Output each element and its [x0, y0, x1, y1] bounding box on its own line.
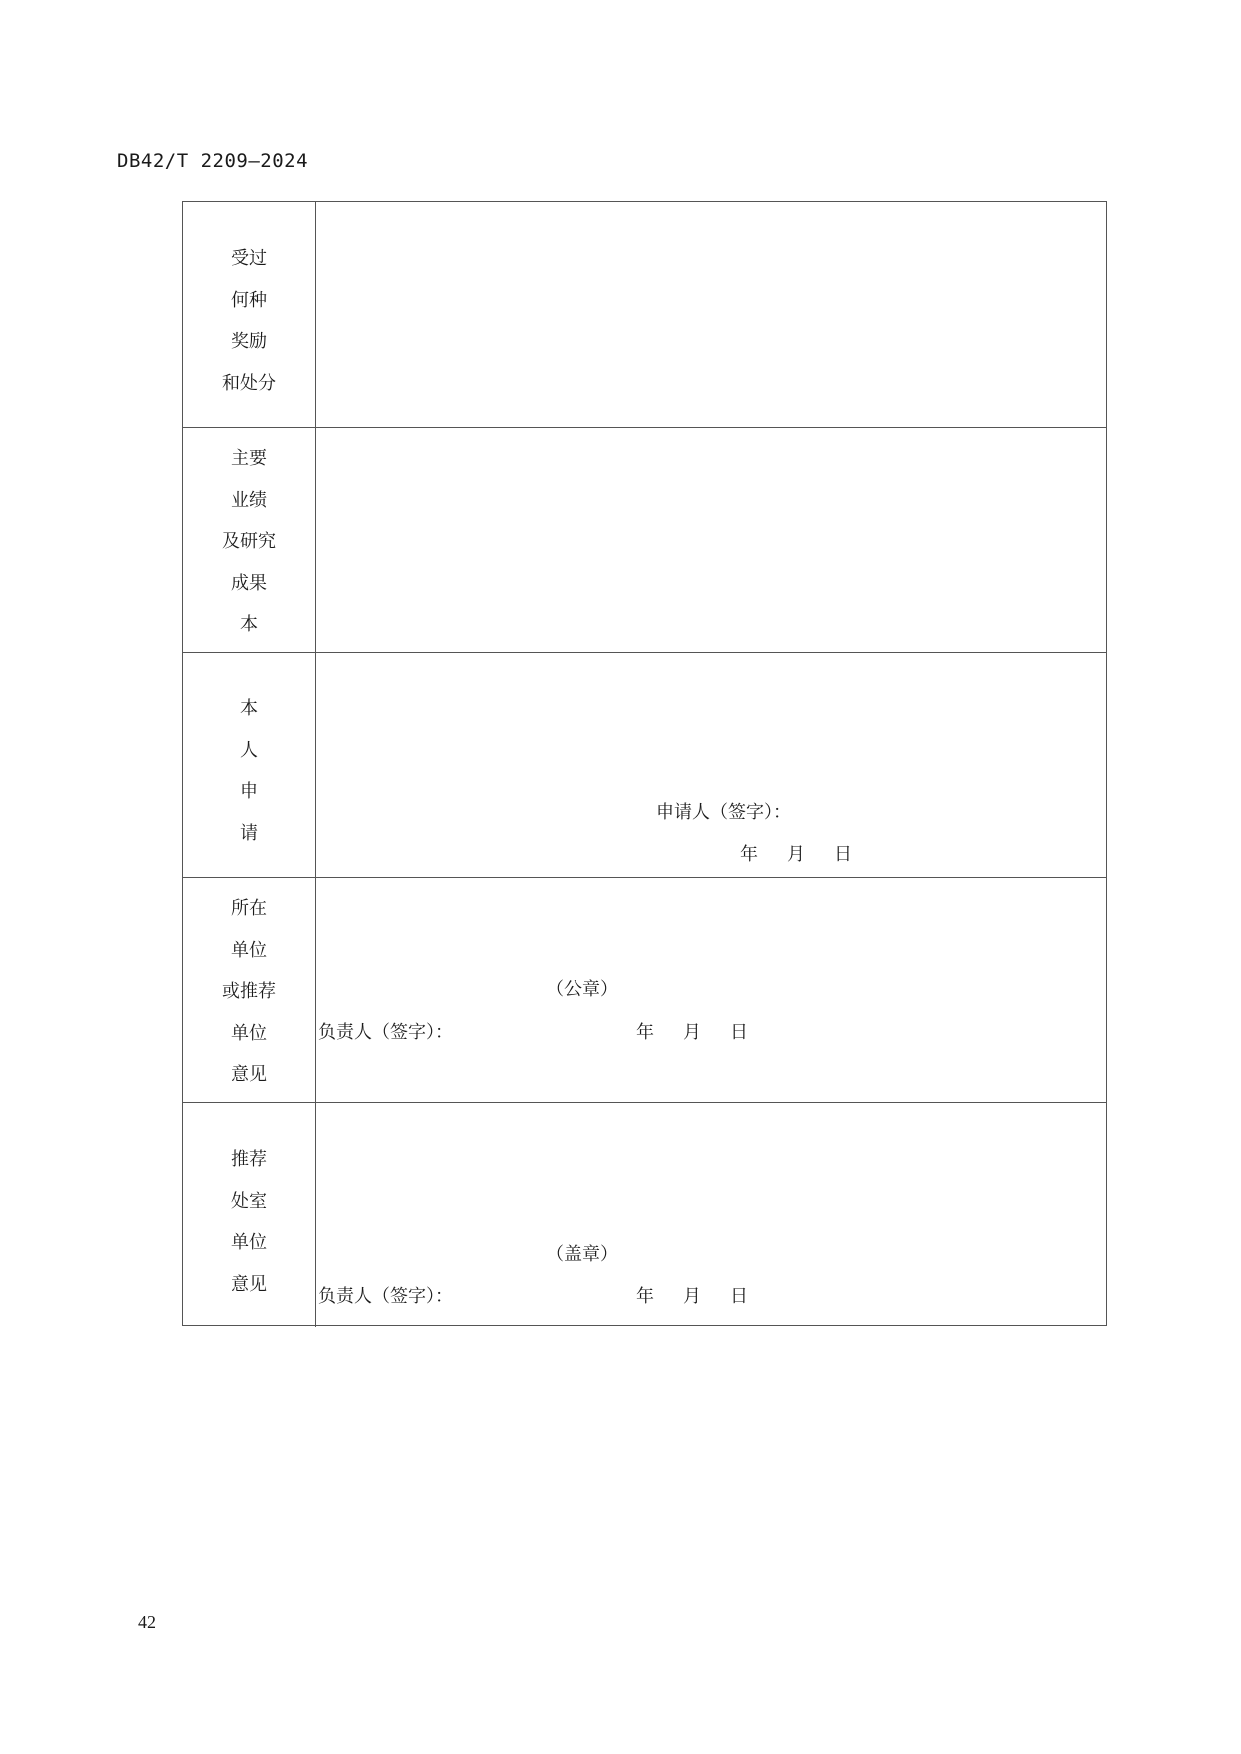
- department-opinion-label-line: 推荐: [231, 1149, 267, 1170]
- date-day-label: 日: [834, 844, 852, 865]
- achievements-label-line: 主要: [231, 448, 267, 469]
- awards-content-field[interactable]: [316, 202, 1106, 427]
- achievements-label-line: 成果: [231, 572, 267, 594]
- application-form-table: [182, 201, 1107, 1326]
- awards-label-line: 何种: [231, 289, 267, 311]
- awards-label-cell: [183, 202, 316, 427]
- personal-application-label-line: 请: [240, 822, 258, 844]
- unit-opinion-label-line: 意见: [231, 1064, 267, 1085]
- responsible-person-signature-label: 负责人（签字）：: [318, 1022, 453, 1043]
- official-seal-label: （公章）: [546, 979, 618, 1000]
- unit-opinion-label-cell: [183, 878, 316, 1102]
- department-opinion-label-cell: [183, 1103, 316, 1327]
- personal-application-label-line: 本: [240, 698, 258, 719]
- personal-application-content-field[interactable]: [316, 653, 1106, 877]
- personal-application-label-cell: [183, 653, 316, 877]
- date-month-label: 月: [683, 1022, 701, 1043]
- achievements-content-field[interactable]: [316, 428, 1106, 652]
- department-opinion-row: [183, 1102, 1106, 1327]
- date-month-label: 月: [683, 1286, 701, 1307]
- date-year-label: 年: [636, 1022, 654, 1043]
- department-opinion-label-line: 单位: [231, 1232, 267, 1253]
- achievements-row: [183, 427, 1106, 652]
- personal-application-row: [183, 652, 1106, 877]
- date-month-label: 月: [787, 844, 805, 865]
- achievements-label-line: 业绩: [231, 489, 267, 511]
- page-number: 42: [138, 1612, 156, 1632]
- awards-label-line: 奖励: [231, 331, 267, 352]
- stamp-label: （盖章）: [546, 1244, 618, 1265]
- date-day-label: 日: [730, 1022, 748, 1043]
- document-id: DB42/T 2209—2024: [117, 150, 309, 172]
- achievements-label-cell: [183, 428, 316, 652]
- awards-label-line: 受过: [231, 248, 267, 269]
- date-year-label: 年: [636, 1286, 654, 1307]
- achievements-label-line: 及研究: [222, 531, 276, 552]
- unit-opinion-row: [183, 877, 1106, 1102]
- unit-opinion-label-line: 单位: [231, 1022, 267, 1044]
- department-opinion-content-field[interactable]: [316, 1103, 1106, 1327]
- achievements-label-line: 本: [240, 614, 258, 635]
- unit-opinion-label-line: 所在: [231, 898, 267, 919]
- department-opinion-label-line: 处室: [231, 1190, 267, 1212]
- applicant-signature-label: 申请人（签字）：: [656, 802, 791, 823]
- unit-opinion-content-field[interactable]: [316, 878, 1106, 1102]
- awards-label-line: 和处分: [222, 372, 276, 394]
- department-opinion-label-line: 意见: [231, 1273, 267, 1295]
- date-year-label: 年: [740, 844, 758, 865]
- awards-row: [183, 202, 1106, 427]
- date-day-label: 日: [730, 1286, 748, 1307]
- personal-application-label-line: 申: [240, 781, 258, 802]
- responsible-person-signature-label: 负责人（签字）：: [318, 1286, 453, 1307]
- personal-application-label-line: 人: [240, 739, 258, 761]
- unit-opinion-label-line: 或推荐: [222, 981, 276, 1002]
- unit-opinion-label-line: 单位: [231, 939, 267, 961]
